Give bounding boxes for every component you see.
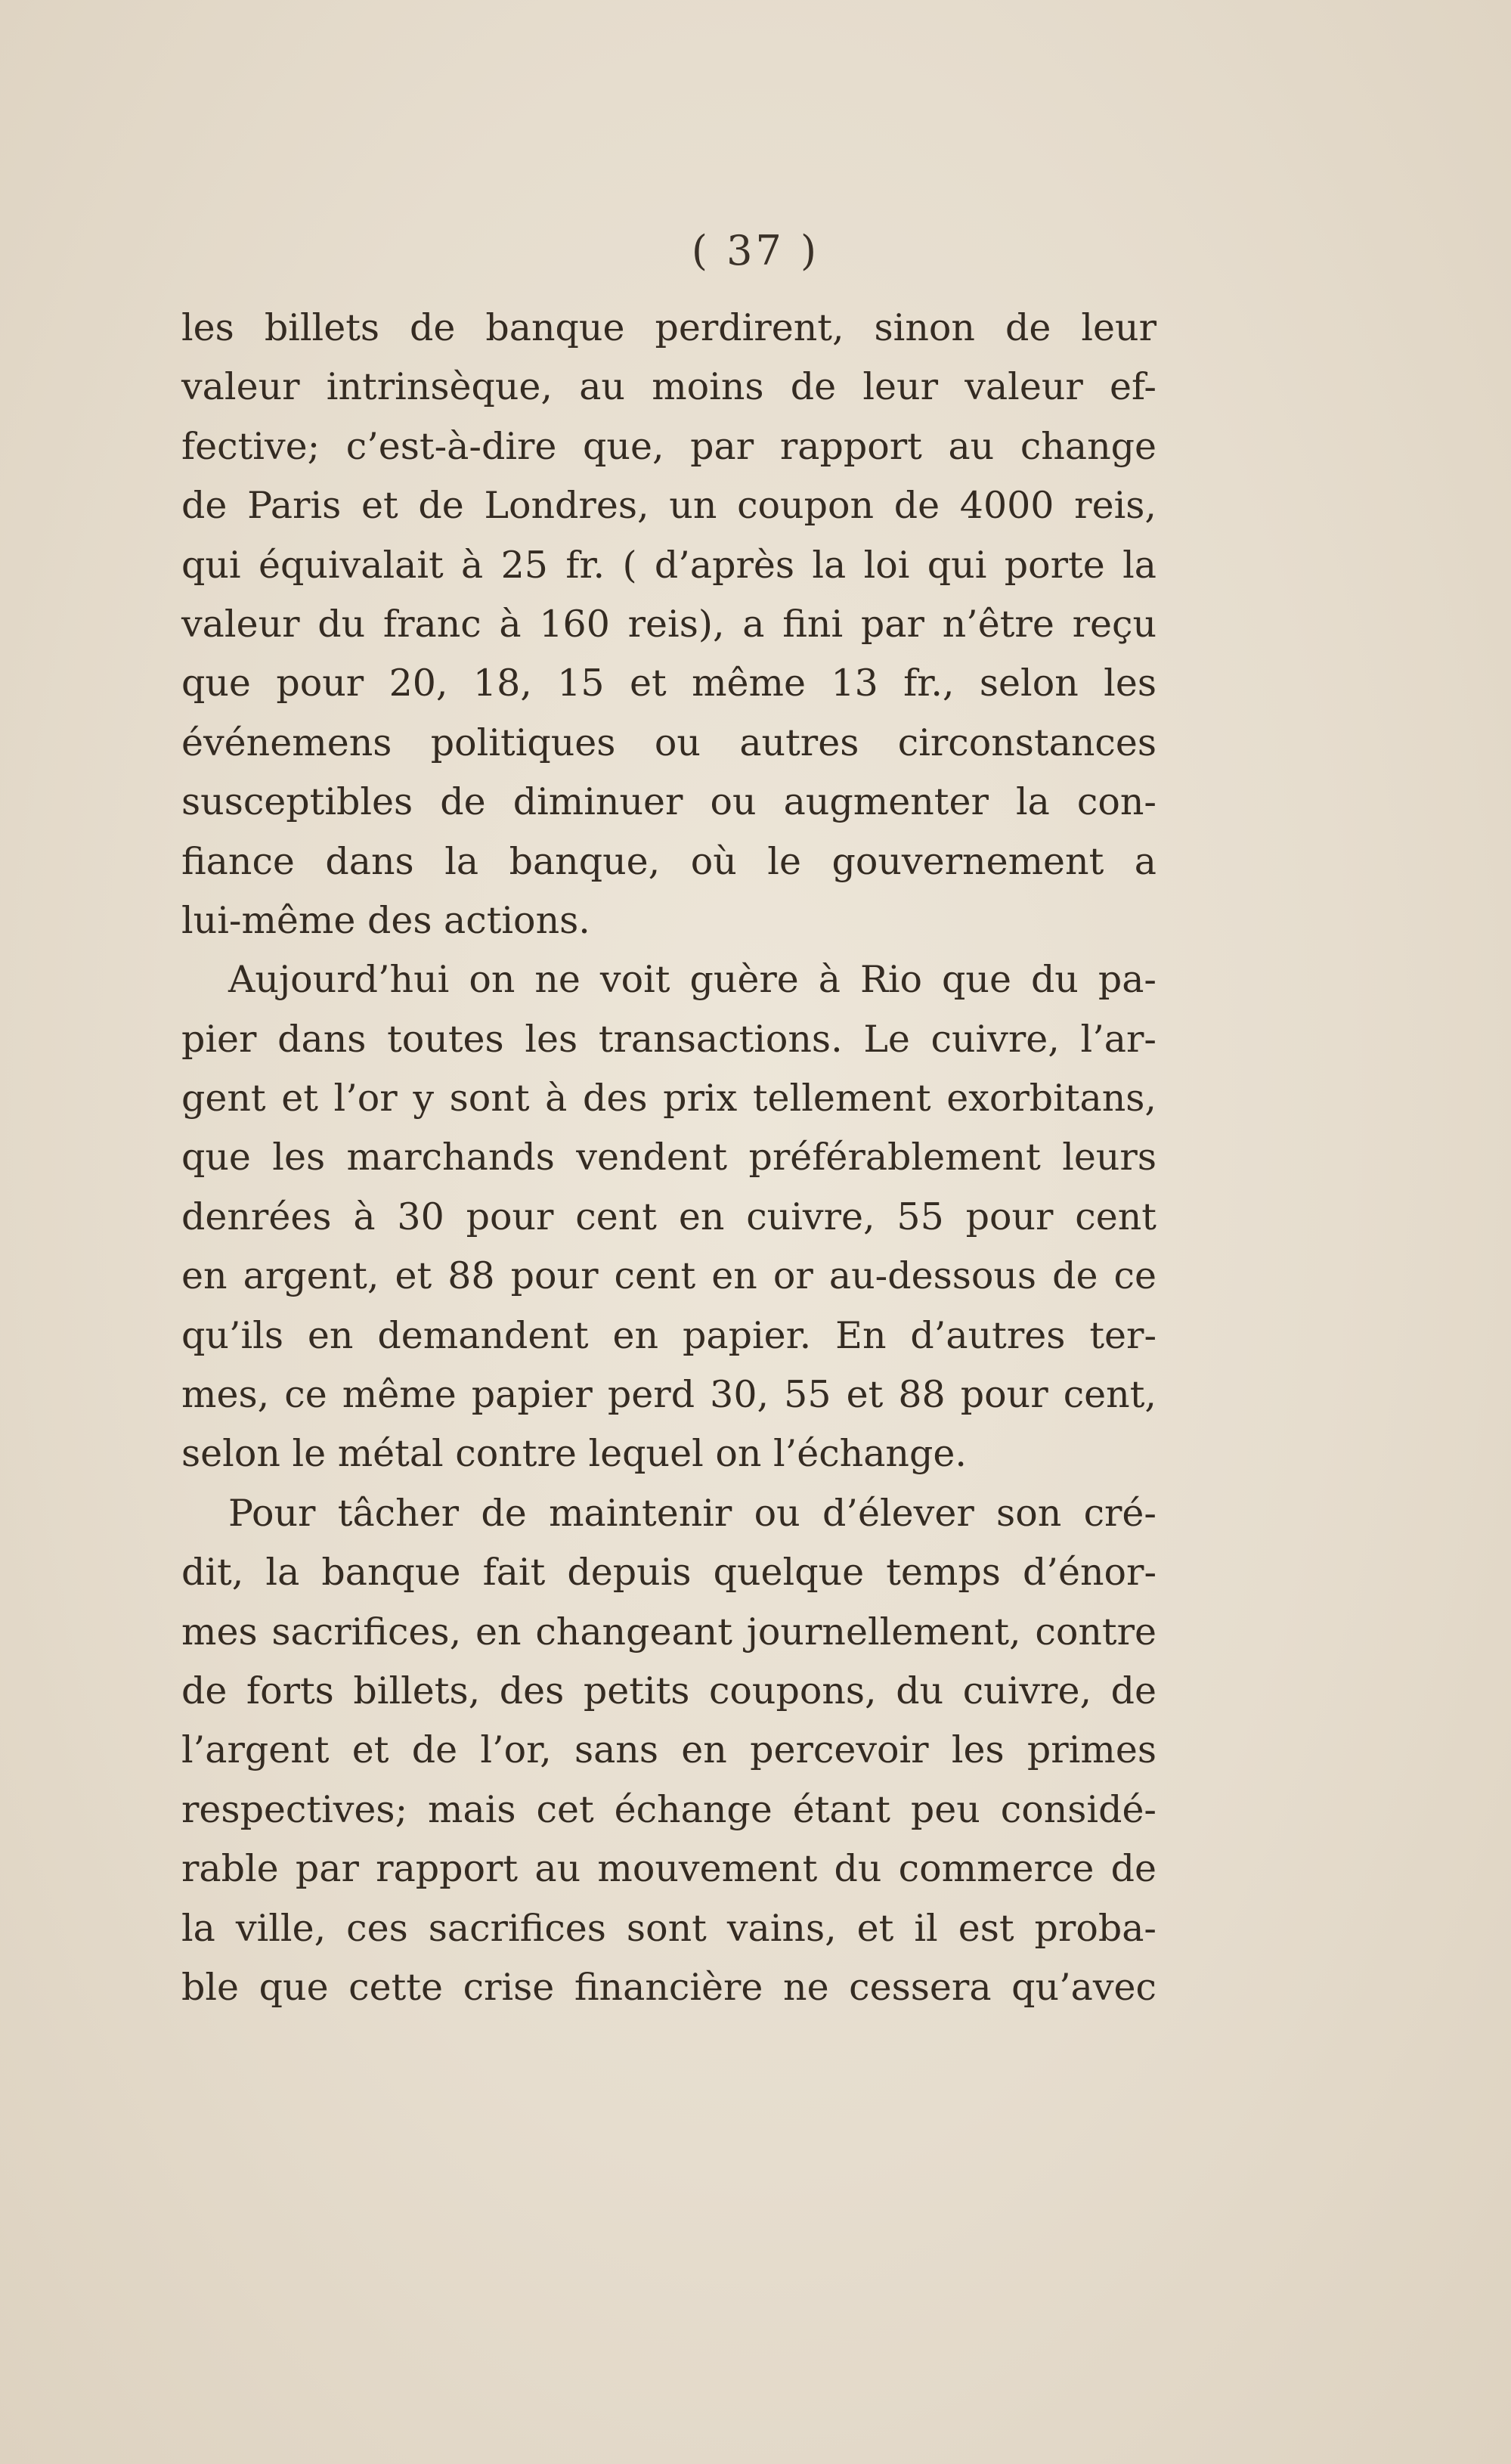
text-line: susceptibles de diminuer ou augmenter la con- <box>181 780 1156 824</box>
text-line: Pour tâcher de maintenir ou d’élever son cré- <box>228 1491 1156 1535</box>
text-line: ble que cette crise financière ne cessera qu’avec <box>181 1965 1156 2009</box>
text-line: valeur du franc à 160 reis), a fini par n’être reçu <box>181 602 1156 646</box>
text-line: dit, la banque fait depuis quelque temps d’énor- <box>181 1551 1156 1595</box>
text-line: fiance dans la banque, où le gouvernement a <box>181 839 1156 883</box>
text-line: qu’ils en demandent en papier. En d’autres ter- <box>181 1313 1156 1357</box>
text-line: que les marchands vendent préférablement leurs <box>181 1136 1156 1179</box>
text-line: mes sacrifices, en changeant journellement, contre <box>181 1610 1156 1654</box>
paragraph-3 <box>181 1484 1156 2018</box>
text-line: pier dans toutes les transactions. Le cuivre, l’ar- <box>181 1017 1156 1061</box>
text-line: de Paris et de Londres, un coupon de 4000 reis, <box>181 484 1156 528</box>
text-line: valeur intrinsèque, au moins de leur valeur ef- <box>181 365 1156 409</box>
text-line: respectives; mais cet échange étant peu considé- <box>181 1787 1156 1831</box>
text-line: rable par rapport au mouvement du commerce de <box>181 1847 1156 1891</box>
text-line: mes, ce même papier perd 30, 55 et 88 pour cent, <box>181 1373 1156 1417</box>
text-line: événemens politiques ou autres circonstances <box>181 721 1156 764</box>
text-line: de forts billets, des petits coupons, du cuivre, de <box>181 1669 1156 1712</box>
text-line: gent et l’or y sont à des prix tellement exorbitans, <box>181 1077 1156 1120</box>
paragraph-1 <box>181 299 1156 950</box>
text-line: selon le métal contre lequel on l’échange. <box>181 1432 967 1476</box>
text-line: que pour 20, 18, 15 et même 13 fr., selon les <box>181 662 1156 705</box>
text-line: qui équivalait à 25 fr. ( d’après la loi qui porte la <box>181 543 1156 587</box>
paragraph-2 <box>181 950 1156 1484</box>
text-line: denrées à 30 pour cent en cuivre, 55 pour cent <box>181 1195 1156 1238</box>
text-line: en argent, et 88 pour cent en or au-dessous de ce <box>181 1254 1156 1298</box>
text-line: Aujourd’hui on ne voit guère à Rio que du pa- <box>228 958 1156 1002</box>
text-line: la ville, ces sacrifices sont vains, et il est proba- <box>181 1906 1156 1950</box>
text-line: lui-même des actions. <box>181 898 590 942</box>
body-text <box>181 299 1156 2017</box>
page-number: ( 37 ) <box>691 227 820 274</box>
text-line: les billets de banque perdirent, sinon de leur <box>181 306 1156 349</box>
text-line: fective; c’est-à-dire que, par rapport au change <box>181 424 1156 468</box>
text-line: l’argent et de l’or, sans en percevoir les primes <box>181 1728 1156 1772</box>
